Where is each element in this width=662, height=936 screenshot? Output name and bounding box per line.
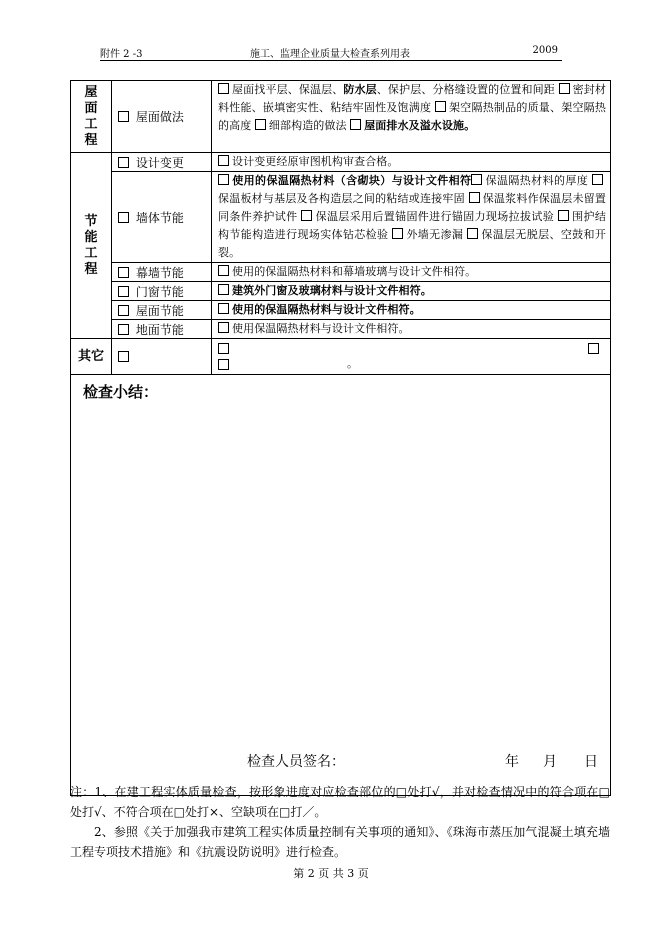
item-text: 设计变更经原审图机构审查合格。	[232, 155, 399, 168]
item-text: 密封材料性能、嵌填密实性、粘结牢固性及饱满度	[218, 83, 606, 114]
note-1: 注：1、在建工程实体质量检查，按形象进度对应检查部位的□处打√，并对检查情况中的符合项在□处打√、不符合项在□处打×、空缺项在□打／。	[70, 785, 610, 819]
checkbox[interactable]	[218, 83, 229, 94]
checkbox[interactable]	[588, 343, 599, 354]
header-right: 2009	[532, 45, 558, 56]
date-day: 日	[584, 754, 598, 770]
content-other	[212, 339, 611, 375]
sub-other[interactable]	[112, 339, 212, 375]
item-text: 保温浆料作保温层未留置同条件养护试件	[218, 192, 607, 223]
item-text: 围护结构节能构造进行现场实体钻芯检验	[218, 210, 606, 241]
header-left: 附件 2 -3	[100, 49, 143, 60]
checkbox[interactable]	[467, 228, 478, 239]
sub-curtain-wall-energy[interactable]: 幕墙节能	[112, 263, 212, 282]
checkbox[interactable]	[218, 322, 229, 333]
page-number: 第 2 页 共 3 页	[293, 867, 369, 880]
checkbox[interactable]	[559, 83, 570, 94]
item-text: 保温板材与基层及各构造层之间的粘结或连接牢固	[218, 192, 469, 205]
content-curtain-wall-energy	[212, 263, 611, 282]
sub-design-change[interactable]: 设计变更	[112, 153, 212, 172]
sub-wall-energy[interactable]: 墙体节能	[112, 172, 212, 263]
sub-roof-practice[interactable]: 屋面做法	[112, 81, 212, 153]
sub-window-energy[interactable]: 门窗节能	[112, 282, 212, 301]
content-design-change	[212, 153, 611, 172]
checkbox[interactable]	[218, 284, 229, 295]
header-center: 施工、监理企业质量大检查系列用表	[250, 49, 410, 60]
content-floor-energy	[212, 320, 611, 339]
checkbox[interactable]	[118, 212, 129, 223]
item-text: 保温隔热材料的厚度	[485, 174, 592, 187]
checkbox[interactable]	[392, 228, 403, 239]
item-text: 保温层无脱层、空鼓和开裂。	[218, 228, 606, 259]
item-text: 使用的保温隔热材料和幕墙玻璃与设计文件相符。	[232, 265, 477, 278]
checkbox[interactable]	[218, 265, 229, 276]
summary-cell	[71, 375, 611, 796]
item-text: 保温层采用后置锚固件进行锚固力现场拉拔试验	[315, 210, 558, 223]
checkbox[interactable]	[218, 155, 229, 166]
item-text: 屋面排水及溢水设施。	[364, 119, 476, 132]
item-text: 使用的保温隔热材料与设计文件相符。	[232, 303, 421, 316]
item-text: 使用的保温隔热材料（含砌块）与设计文件相符	[232, 174, 472, 187]
item-text: 防水层	[343, 83, 377, 96]
note-2: 2、参照《关于加强我市建筑工程实体质量控制有关事项的通知》、《珠海市蒸压加气混凝土填充墙工程专项技术措施》和《抗震设防说明》进行检查。	[70, 825, 610, 859]
content-wall-energy	[212, 172, 611, 263]
item-text: 建筑外门窗及玻璃材料与设计文件相符。	[232, 284, 432, 297]
checkbox[interactable]	[118, 286, 129, 297]
summary-title: 检查小结：	[83, 383, 159, 401]
checkbox[interactable]	[558, 210, 569, 221]
other-period: 。	[347, 357, 358, 370]
checkbox[interactable]	[301, 210, 312, 221]
content-window-energy	[212, 282, 611, 301]
checkbox[interactable]	[118, 324, 129, 335]
checkbox[interactable]	[118, 111, 129, 122]
checkbox[interactable]	[218, 174, 229, 185]
item-text: 屋面找平层、保温层、	[232, 83, 344, 96]
date-year: 年	[505, 754, 519, 770]
section-energy: 节 能 工 程	[71, 153, 112, 339]
checkbox[interactable]	[435, 101, 446, 112]
checkbox[interactable]	[218, 343, 229, 354]
checkbox[interactable]	[218, 303, 229, 314]
section-roof: 屋 面 工 程	[71, 81, 112, 153]
section-other: 其它	[71, 339, 112, 375]
page-header	[100, 44, 562, 61]
item-text: 外墙无渗漏	[406, 228, 468, 241]
checkbox[interactable]	[118, 157, 129, 168]
checkbox[interactable]	[218, 359, 229, 370]
roof-content	[212, 81, 611, 153]
checkbox[interactable]	[350, 119, 361, 130]
inspection-table	[70, 80, 611, 796]
item-text: 架空隔热制品的质量、架空隔热的高度	[218, 101, 606, 132]
sub-roof-energy[interactable]: 屋面节能	[112, 301, 212, 320]
checkbox[interactable]	[118, 305, 129, 316]
item-text: 使用保温隔热材料与设计文件相符。	[232, 322, 410, 335]
item-text: 细部构造的做法	[268, 119, 351, 132]
item-text: 、保护层、分格缝设置的位置和间距	[376, 83, 559, 96]
inspector-signature-label: 检查人员签名：	[247, 754, 345, 770]
checkbox[interactable]	[255, 119, 266, 130]
checkbox[interactable]	[469, 192, 480, 203]
notes	[70, 782, 610, 862]
date-month: 月	[543, 754, 557, 770]
checkbox[interactable]	[118, 351, 129, 362]
content-roof-energy	[212, 301, 611, 320]
checkbox[interactable]	[592, 174, 603, 185]
checkbox[interactable]	[118, 267, 129, 278]
sub-floor-energy[interactable]: 地面节能	[112, 320, 212, 339]
checkbox[interactable]	[471, 174, 482, 185]
